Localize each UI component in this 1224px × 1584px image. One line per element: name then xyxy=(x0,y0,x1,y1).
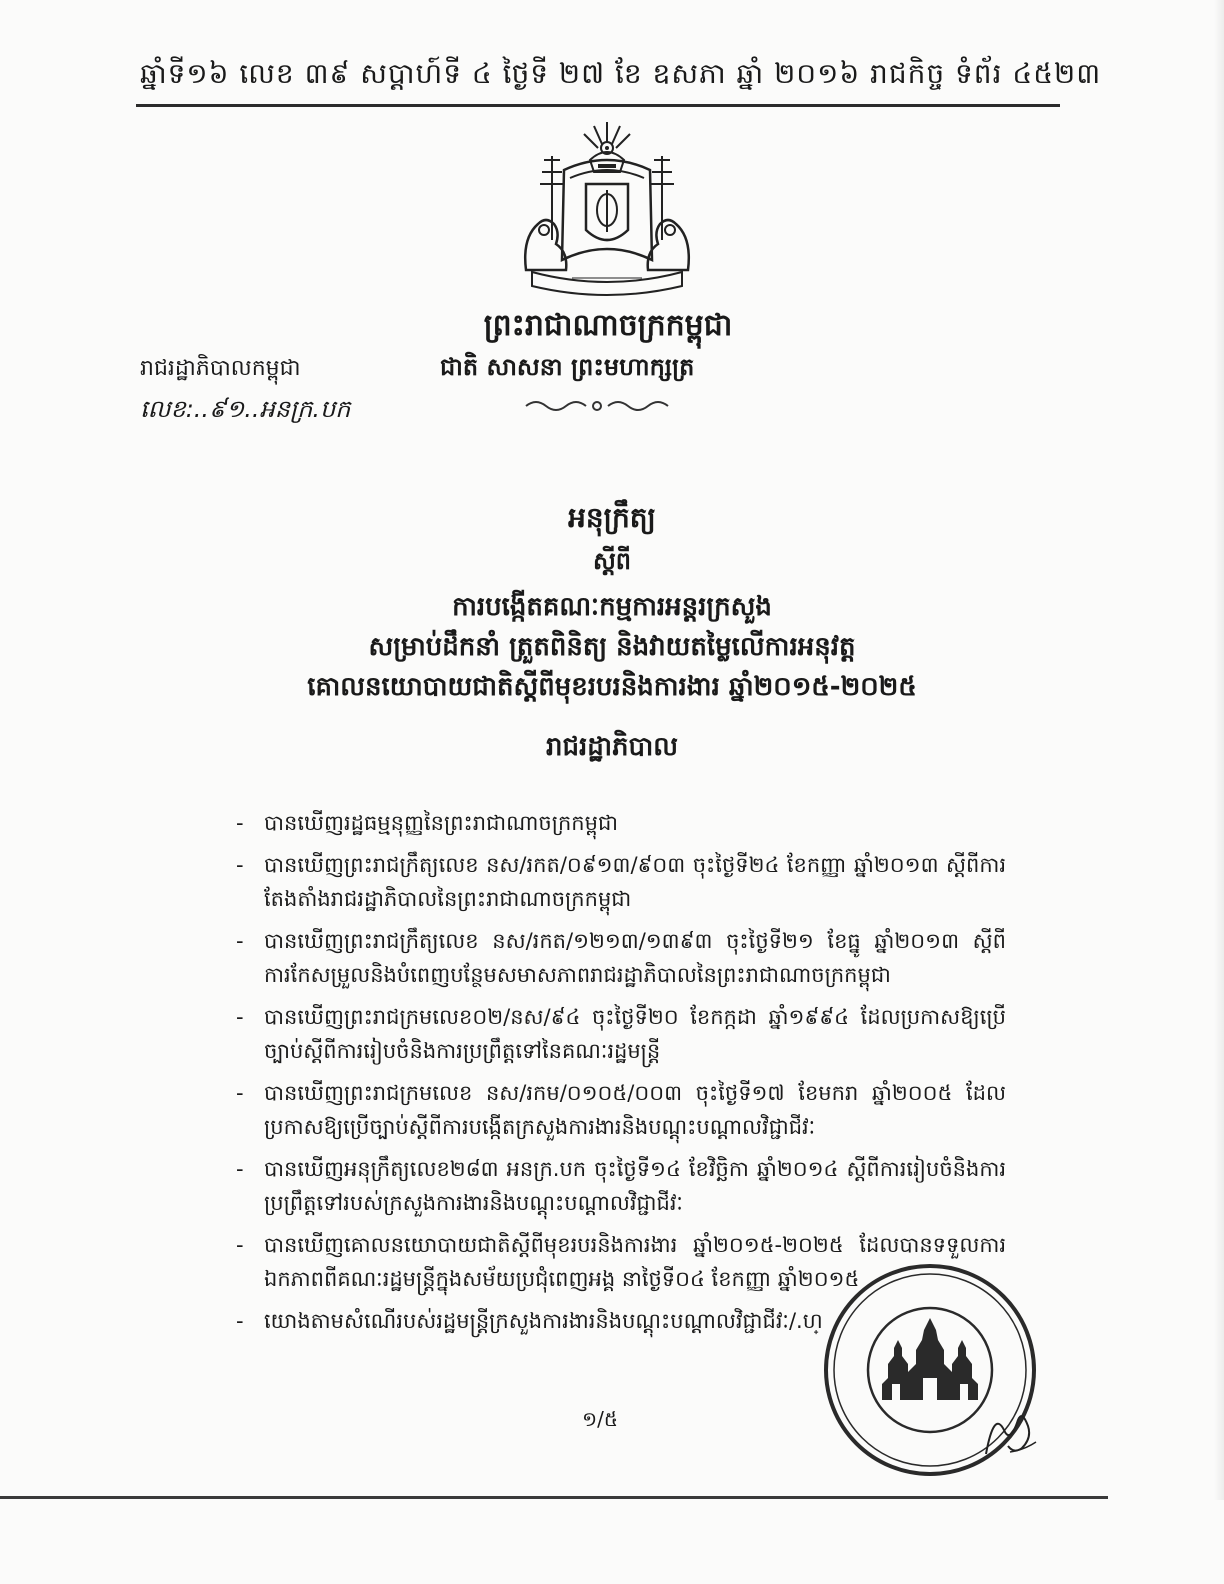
subject-line: សម្រាប់ដឹកនាំ ត្រួតពិនិត្យ និងវាយតម្លៃលើការអនុវត្ត xyxy=(368,632,856,662)
royal-arms-of-cambodia-icon xyxy=(512,120,702,298)
recital-item: - បានឃើញព្រះរាជក្រឹត្យលេខ នស/រកត/១២១៣/១៣៩៣ ចុះថ្ងៃទី២១ ខែធ្នូ ឆ្នាំ២០១៣ ស្តីពីការកែសម្រួលនិងបំពេញបន្ថែមសមាសភាពរាជរដ្ឋាភិបាលនៃព្រះរាជាណាចក្រកម្ពុជា xyxy=(236,929,1006,987)
recital-item: - បានឃើញគោលនយោបាយជាតិស្តីពីមុខរបរនិងការងារ ឆ្នាំ២០១៥-២០២៥ ដែលបានទទួលការឯកភាពពីគណៈរដ្ឋមន្ត្រីក្នុងសម័យប្រជុំពេញអង្គ នាថ្ងៃទី០៤ ខែកញ្ញា ឆ្នាំ២០១៥ xyxy=(236,1233,1006,1291)
recital-text: បានឃើញគោលនយោបាយជាតិស្តីពីមុខរបរនិងការងារ ឆ្នាំ២០១៥-២០២៥ ដែលបានទទួលការឯកភាពពីគណៈរដ្ឋមន្ត្រីក្នុងសម័យប្រជុំពេញអង្គ នាថ្ងៃទី០៤ ខែកញ្ញា ឆ្នាំ២០១៥ xyxy=(264,1233,1006,1291)
reference-number: លេខ:..៩១..អនក្រ.បក xyxy=(140,395,351,423)
header-rule xyxy=(136,104,1060,107)
recital-item: - បានឃើញអនុក្រឹត្យលេខ២៨៣ អនក្រ.បក ចុះថ្ងៃទី១៤ ខែវិច្ឆិកា ឆ្នាំ២០១៤ ស្តីពីការរៀបចំនិងការប្រព្រឹត្តទៅរបស់ក្រសួងការងារនិងបណ្តុះបណ្តាលវិជ្ជាជីវៈ xyxy=(236,1157,1006,1215)
recital-text: បានឃើញព្រះរាជក្រមលេខ០២/នស/៩៤ ចុះថ្ងៃទី២០ ខែកក្កដា ឆ្នាំ១៩៩៤ ដែលប្រកាសឱ្យប្រើច្បាប់ស្តីពីការរៀបចំនិងការប្រព្រឹត្តទៅនៃគណៈរដ្ឋមន្ត្រី xyxy=(264,1005,1006,1063)
national-motto: ជាតិ សាសនា ព្រះមហាក្សត្រ xyxy=(440,353,695,381)
recital-text: បានឃើញព្រះរាជក្រឹត្យលេខ នស/រកត/០៩១៣/៩០៣ ចុះថ្ងៃទី២៤ ខែកញ្ញា ឆ្នាំ២០១៣ ស្តីពីការតែងតាំងរាជរដ្ឋាភិបាលនៃព្រះរាជាណាចក្រកម្ពុជា xyxy=(264,853,1006,911)
subject-line: គោលនយោបាយជាតិស្តីពីមុខរបរនិងការងារ ឆ្នាំ២០១៥-២០២៥ xyxy=(307,672,917,702)
recital-text: យោងតាមសំណើរបស់រដ្ឋមន្ត្រីក្រសួងការងារនិងបណ្តុះបណ្តាលវិជ្ជាជីវៈ/.ហ្ xyxy=(264,1309,823,1333)
recital-text: បានឃើញព្រះរាជក្រមលេខ នស/រកម/០១០៥/០០៣ ចុះថ្ងៃទី១៧ ខែមករា ឆ្នាំ២០០៥ ដែលប្រកាសឱ្យប្រើច្បាប់ស្តីពីការបង្កើតក្រសួងការងារនិងបណ្តុះបណ្តាលវិជ្ជាជីវៈ xyxy=(264,1081,1006,1139)
government-name: រាជរដ្ឋាភិបាលកម្ពុជា xyxy=(140,356,301,381)
kingdom-title: ព្រះរាជាណាចក្រកម្ពុជា xyxy=(483,308,733,343)
gazette-header: ឆ្នាំទី១៦ លេខ ៣៩ សប្តាហ៍ទី ៤ ថ្ងៃទី ២៧ ខែ ឧសភា ឆ្នាំ ២០១៦ រាជកិច្ច ទំព័រ ៤៥២៣ xyxy=(140,57,1102,90)
recital-text: បានឃើញអនុក្រឹត្យលេខ២៨៣ អនក្រ.បក ចុះថ្ងៃទី១៤ ខែវិច្ឆិកា ឆ្នាំ២០១៤ ស្តីពីការរៀបចំនិងការប្រព្រឹត្តទៅរបស់ក្រសួងការងារនិងបណ្តុះបណ្តាលវិជ្ជាជីវៈ xyxy=(264,1157,1006,1215)
recital-item: - យោងតាមសំណើរបស់រដ្ឋមន្ត្រីក្រសួងការងារនិងបណ្តុះបណ្តាលវិជ្ជាជីវៈ/.ហ្ xyxy=(236,1309,823,1333)
government-heading: រាជរដ្ឋាភិបាល xyxy=(545,732,679,762)
about-label: ស្តីពី xyxy=(592,547,632,575)
recital-item: - បានឃើញព្រះរាជក្រឹត្យលេខ នស/រកត/០៩១៣/៩០៣ ចុះថ្ងៃទី២៤ ខែកញ្ញា ឆ្នាំ២០១៣ ស្តីពីការតែងតាំងរាជរដ្ឋាភិបាលនៃព្រះរាជាណាចក្រកម្ពុជា xyxy=(236,853,1006,911)
khmer-ornament-divider-icon xyxy=(522,398,672,414)
recital-text: បានឃើញព្រះរាជក្រឹត្យលេខ នស/រកត/១២១៣/១៣៩៣ ចុះថ្ងៃទី២១ ខែធ្នូ ឆ្នាំ២០១៣ ស្តីពីការកែសម្រួលនិងបំពេញបន្ថែមសមាសភាពរាជរដ្ឋាភិបាលនៃព្រះរាជាណាចក្រកម្ពុជា xyxy=(264,929,1006,987)
subject-line: ការបង្កើតគណៈកម្មការអន្តរក្រសួង xyxy=(452,592,772,622)
recital-item: - បានឃើញព្រះរាជក្រមលេខ០២/នស/៩៤ ចុះថ្ងៃទី២០ ខែកក្កដា ឆ្នាំ១៩៩៤ ដែលប្រកាសឱ្យប្រើច្បាប់ស្តីពីការរៀបចំនិងការប្រព្រឹត្តទៅនៃគណៈរដ្ឋមន្ត្រី xyxy=(236,1005,1006,1063)
recital-item: - បានឃើញព្រះរាជក្រមលេខ នស/រកម/០១០៥/០០៣ ចុះថ្ងៃទី១៧ ខែមករា ឆ្នាំ២០០៥ ដែលប្រកាសឱ្យប្រើច្បាប់ស្តីពីការបង្កើតក្រសួងការងារនិងបណ្តុះបណ្តាលវិជ្ជាជីវៈ xyxy=(236,1081,1006,1139)
recital-item: - បានឃើញរដ្ឋធម្មនុញ្ញនៃព្រះរាជាណាចក្រកម្ពុជា xyxy=(236,811,618,835)
scan-edge-line xyxy=(0,1496,1108,1499)
recital-text: បានឃើញរដ្ឋធម្មនុញ្ញនៃព្រះរាជាណាចក្រកម្ពុជា xyxy=(264,811,618,835)
handwritten-signature-icon xyxy=(980,1400,1040,1460)
scan-edge-shadow xyxy=(1214,0,1224,1500)
page-number: ១/៥ xyxy=(581,1407,619,1431)
decree-title: អនុក្រឹត្យ xyxy=(568,501,656,534)
